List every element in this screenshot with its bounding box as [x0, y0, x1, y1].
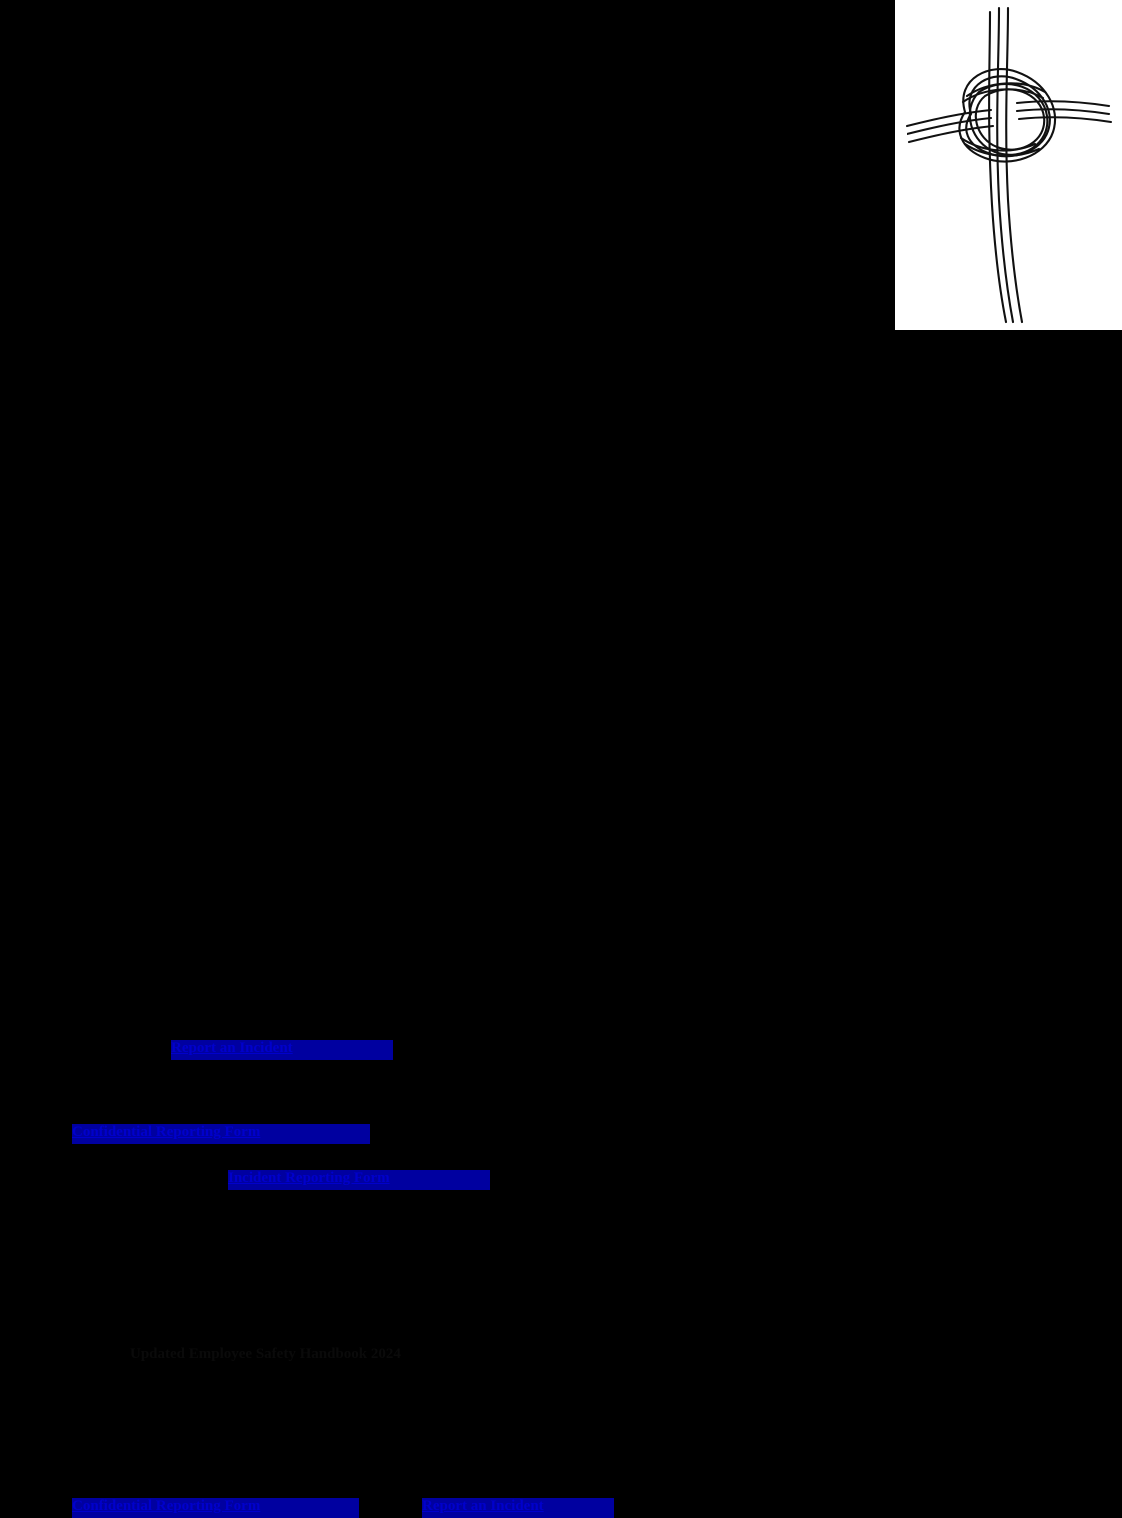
- woven-knot-cross-logo-icon: [895, 0, 1122, 330]
- confidential-reporting-form-link[interactable]: Confidential Reporting Form: [72, 1124, 370, 1144]
- report-an-incident-link[interactable]: Report an Incident: [171, 1040, 393, 1060]
- logo-panel: [895, 0, 1122, 330]
- confidential-reporting-form-link-footer[interactable]: Confidential Reporting Form: [72, 1498, 359, 1518]
- document-caption: Updated Employee Safety Handbook 2024: [130, 1346, 401, 1362]
- report-an-incident-link-footer[interactable]: Report an Incident: [422, 1498, 614, 1518]
- panel-edge-decoration: [895, 130, 907, 330]
- incident-reporting-form-link[interactable]: Incident Reporting Form: [228, 1170, 490, 1190]
